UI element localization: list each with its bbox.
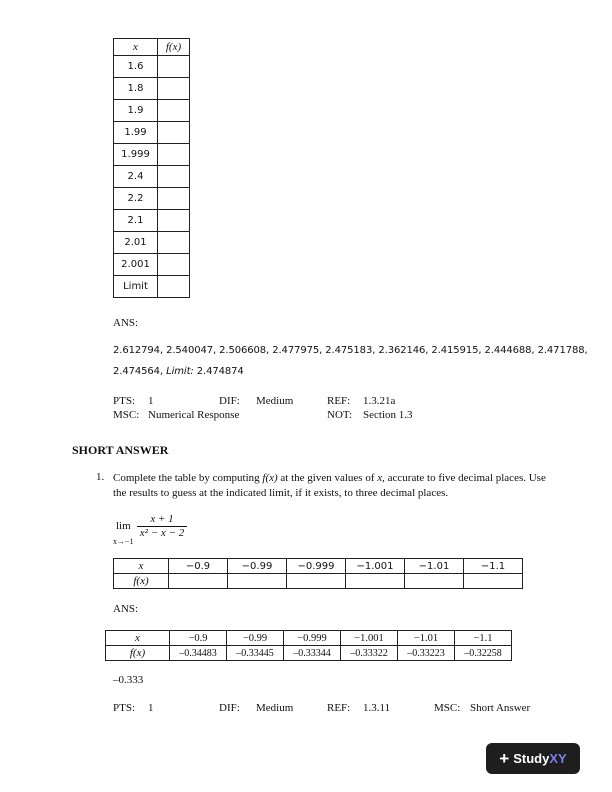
- answer-table-fx-cell: –0.33322: [341, 646, 398, 661]
- question-table-fx-cell: [287, 574, 346, 589]
- question-number: 1.: [96, 471, 105, 483]
- table-header-fx: f(x): [158, 39, 190, 56]
- table-row: [114, 100, 190, 122]
- table-fx-cell: [158, 100, 190, 122]
- table-fx-cell: [158, 166, 190, 188]
- dif-label: DIF:: [219, 395, 240, 407]
- dif-value: Medium: [256, 395, 294, 407]
- table-x-cell: 1.99: [114, 122, 158, 144]
- answer-table-fx-row: [106, 646, 512, 661]
- studyxy-badge[interactable]: [486, 743, 580, 774]
- fraction-numerator: x + 1: [137, 513, 187, 527]
- table-fx-cell: [158, 210, 190, 232]
- question-table-fx-cell: [169, 574, 228, 589]
- table-x-cell: 1.8: [114, 78, 158, 100]
- question-text-part: , accurate to five decimal places. Use the results to guess at the indicated limit, if it exists, to three decimal places.: [113, 472, 546, 499]
- table-header-x: x: [114, 39, 158, 56]
- pts-value: 1: [148, 395, 154, 407]
- question-table-x-cell: −0.99: [228, 559, 287, 574]
- not-label: NOT:: [327, 409, 353, 421]
- answer-table-x-row: [106, 631, 512, 646]
- table-fx-cell: [158, 232, 190, 254]
- question-table-fx-cell: [228, 574, 287, 589]
- dif-label: DIF:: [219, 702, 240, 714]
- question-x: x: [377, 472, 383, 484]
- table-x-cell: 2.4: [114, 166, 158, 188]
- answer-table: [105, 630, 512, 661]
- answer-table-fx-cell: –0.33344: [284, 646, 341, 661]
- answer-values-line1: 2.612794, 2.540047, 2.506608, 2.477975, 2.475183, 2.362146, 2.415915, 2.444688, 2.471788,: [113, 345, 588, 356]
- table-x-cell: 2.001: [114, 254, 158, 276]
- plus-icon: +: [499, 749, 510, 768]
- answer-table-x-cell: −0.999: [284, 631, 341, 646]
- answer-table-x-cell: −1.1: [455, 631, 512, 646]
- question-text-part: at the given values of: [280, 472, 375, 484]
- ref-value: 1.3.11: [363, 702, 391, 714]
- table-x-cell: 1.9: [114, 100, 158, 122]
- answer-label: ANS:: [113, 317, 139, 329]
- table-header-row: [114, 39, 190, 56]
- brand-suffix: XY: [549, 751, 567, 766]
- table-row: [114, 232, 190, 254]
- answer-table-fx-cell: –0.33223: [398, 646, 455, 661]
- answer-table-x-cell: −0.9: [170, 631, 227, 646]
- table-row: [114, 210, 190, 232]
- table-row: [114, 276, 190, 298]
- ref-label: REF:: [327, 702, 351, 714]
- table-row: [114, 78, 190, 100]
- answer-table-x-cell: −1.001: [341, 631, 398, 646]
- lim-subscript: x→−1: [113, 537, 134, 546]
- msc-value: Numerical Response: [148, 409, 240, 421]
- question-table-x-label: x: [114, 559, 169, 574]
- table-x-cell: 2.01: [114, 232, 158, 254]
- question-table-fx-cell: [464, 574, 523, 589]
- answer-table-fx-cell: –0.32258: [455, 646, 512, 661]
- answer-table-fx-cell: –0.34483: [170, 646, 227, 661]
- table-fx-cell: [158, 144, 190, 166]
- pts-label: PTS:: [113, 395, 136, 407]
- table-row: [114, 166, 190, 188]
- table-x-cell: 2.1: [114, 210, 158, 232]
- lim-word: lim: [116, 520, 131, 532]
- table-fx-cell: [158, 122, 190, 144]
- table-x-cell: 1.999: [114, 144, 158, 166]
- question-text: [113, 471, 553, 501]
- fraction-denominator: x² − x − 2: [139, 527, 185, 539]
- table-row: [114, 254, 190, 276]
- ref-label: REF:: [327, 395, 351, 407]
- question-text-part: Complete the table by computing: [113, 472, 260, 484]
- limit-fraction: [137, 513, 187, 539]
- ref-value: 1.3.21a: [363, 395, 396, 407]
- table-fx-cell: [158, 188, 190, 210]
- table-row: [114, 144, 190, 166]
- question-table: [113, 558, 523, 589]
- question-table-x-cell: −0.999: [287, 559, 346, 574]
- question-table-x-cell: −1.01: [405, 559, 464, 574]
- answer-table-x-cell: −0.99: [227, 631, 284, 646]
- answer2-label: ANS:: [113, 603, 139, 615]
- msc-label: MSC:: [434, 702, 461, 714]
- brand-prefix: Study: [513, 751, 550, 766]
- table-fx-cell: [158, 56, 190, 78]
- question-table-x-cell: −1.1: [464, 559, 523, 574]
- question-table-fx-row: [114, 574, 523, 589]
- table-row: [114, 188, 190, 210]
- question-table-x-row: [114, 559, 523, 574]
- msc-value: Short Answer: [470, 702, 531, 714]
- question-table-x-cell: −0.9: [169, 559, 228, 574]
- question-table-fx-label: f(x): [114, 574, 169, 589]
- answer-table-x-label: x: [106, 631, 170, 646]
- pts-value: 1: [148, 702, 154, 714]
- section-heading: SHORT ANSWER: [72, 443, 169, 457]
- limit-answer: –0.333: [113, 674, 144, 686]
- dif-value: Medium: [256, 702, 294, 714]
- answer-table-fx-label: f(x): [106, 646, 170, 661]
- msc-label: MSC:: [113, 409, 140, 421]
- table-row: [114, 122, 190, 144]
- answer-table-fx-cell: –0.33445: [227, 646, 284, 661]
- question-table-fx-cell: [405, 574, 464, 589]
- question-fx: f(x): [262, 472, 278, 484]
- question-table-fx-cell: [346, 574, 405, 589]
- answer-table-x-cell: −1.01: [398, 631, 455, 646]
- question-table-x-cell: −1.001: [346, 559, 405, 574]
- not-value: Section 1.3: [363, 409, 413, 421]
- table-x-cell: Limit: [114, 276, 158, 298]
- table-x-cell: 1.6: [114, 56, 158, 78]
- table-x-cell: 2.2: [114, 188, 158, 210]
- limit-label: Limit:: [166, 366, 194, 377]
- answer-values-line2: [113, 366, 244, 377]
- answer-values-tail: 2.474564,: [113, 366, 163, 377]
- table-fx-cell: [158, 78, 190, 100]
- limit-value: 2.474874: [196, 366, 244, 377]
- values-table: [113, 38, 190, 298]
- table-fx-cell: [158, 254, 190, 276]
- table-fx-cell: [158, 276, 190, 298]
- table-row: [114, 56, 190, 78]
- pts-label: PTS:: [113, 702, 136, 714]
